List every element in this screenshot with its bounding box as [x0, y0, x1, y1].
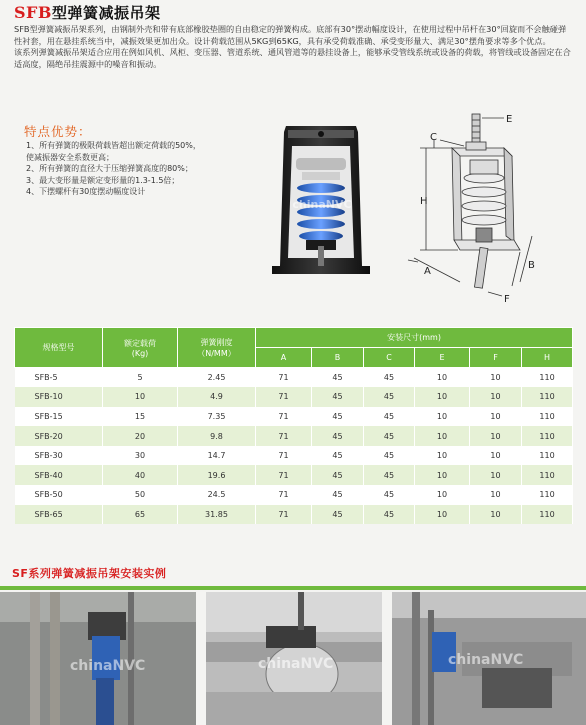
table-row — [15, 426, 573, 446]
header-dim: E — [415, 348, 470, 368]
value-cell: 71 — [256, 426, 312, 446]
features-list — [26, 140, 266, 198]
dim-label-b: B — [528, 260, 535, 271]
value-cell: 71 — [256, 446, 312, 466]
table-row — [15, 387, 573, 407]
value-cell: 10 — [470, 485, 522, 505]
value-cell: 45 — [364, 465, 415, 485]
header-install-size: 安装尺寸(mm) — [256, 328, 573, 348]
value-cell: 71 — [256, 505, 312, 525]
photo-watermark: chinaNVC — [292, 198, 352, 211]
table-row — [15, 485, 573, 505]
value-cell: 71 — [256, 465, 312, 485]
feature-item: 3、最大变形量是额定变形量的1.3-1.5倍； — [26, 175, 180, 185]
header-dim: F — [470, 348, 522, 368]
case-photo-3 — [392, 592, 586, 725]
value-cell: 45 — [364, 485, 415, 505]
value-cell: 45 — [364, 387, 415, 407]
dimension-diagram — [400, 112, 576, 306]
feature-item: 4、下摆螺杆有30度摆动幅度设计 — [26, 187, 146, 197]
case-watermark: chinaNVC — [448, 652, 524, 668]
value-cell: 45 — [364, 368, 415, 388]
header-model: 规格型号 — [15, 328, 103, 368]
intro-paragraph-2: 该系列弹簧减振吊架适合应用在例如风机、风柜、变压器、管道系统、通风管道等的悬挂设备上，能够承受管线系统或设备的荷载，将管线或设备固定在合适高度，隔绝吊挂震源中的噪音和振动。 — [14, 47, 571, 69]
value-cell: 31.85 — [178, 505, 256, 525]
value-cell: 110 — [522, 387, 573, 407]
header-dim: A — [256, 348, 312, 368]
value-cell: 15 — [103, 407, 178, 427]
value-cell: 45 — [312, 485, 364, 505]
page-title — [14, 2, 160, 23]
value-cell: 7.35 — [178, 407, 256, 427]
case-watermark: chinaNVC — [258, 656, 334, 672]
value-cell: 10 — [415, 465, 470, 485]
dim-label-c: C — [430, 132, 437, 143]
product-title: 型弹簧减振吊架 — [51, 4, 161, 22]
value-cell: 45 — [312, 465, 364, 485]
dim-label-f: F — [504, 294, 510, 305]
green-divider — [0, 586, 586, 590]
value-cell: 14.7 — [178, 446, 256, 466]
value-cell: 71 — [256, 407, 312, 427]
model-cell: SFB-20 — [15, 426, 103, 446]
value-cell: 40 — [103, 465, 178, 485]
model-cell: SFB-50 — [15, 485, 103, 505]
dim-label-h: H — [420, 196, 428, 207]
value-cell: 19.6 — [178, 465, 256, 485]
feature-item: 使减振器安全系数更高； — [26, 152, 114, 162]
value-cell: 50 — [103, 485, 178, 505]
value-cell: 4.9 — [178, 387, 256, 407]
case-photo-2 — [206, 592, 382, 725]
cases-title: SF系列弹簧减振吊架安装实例 — [12, 567, 167, 580]
value-cell: 10 — [470, 387, 522, 407]
value-cell: 110 — [522, 446, 573, 466]
value-cell: 24.5 — [178, 485, 256, 505]
value-cell: 71 — [256, 485, 312, 505]
dim-label-e: E — [506, 114, 513, 125]
value-cell: 110 — [522, 407, 573, 427]
model-cell: SFB-40 — [15, 465, 103, 485]
value-cell: 110 — [522, 485, 573, 505]
value-cell: 10 — [470, 465, 522, 485]
value-cell: 10 — [415, 446, 470, 466]
value-cell: 65 — [103, 505, 178, 525]
model-cell: SFB-30 — [15, 446, 103, 466]
header-dim: B — [312, 348, 364, 368]
value-cell: 45 — [312, 446, 364, 466]
spec-table — [14, 327, 573, 524]
value-cell: 10 — [470, 407, 522, 427]
value-cell: 45 — [312, 387, 364, 407]
header-load-label: 额定载荷 — [124, 338, 156, 348]
value-cell: 71 — [256, 368, 312, 388]
value-cell: 45 — [364, 505, 415, 525]
feature-item: 1、所有弹簧的极限荷载皆超出额定荷载的50%， — [26, 141, 201, 150]
table-row — [15, 407, 573, 427]
value-cell: 110 — [522, 465, 573, 485]
model-cell: SFB-65 — [15, 505, 103, 525]
header-stiffness — [178, 328, 256, 368]
header-stiffness-unit: （N/MM） — [197, 348, 236, 358]
header-dim: H — [522, 348, 573, 368]
value-cell: 9.8 — [178, 426, 256, 446]
header-dim: C — [364, 348, 415, 368]
header-stiffness-label: 弹簧刚度 — [200, 337, 233, 347]
value-cell: 10 — [415, 505, 470, 525]
value-cell: 10 — [470, 505, 522, 525]
value-cell: 10 — [415, 387, 470, 407]
spec-table-body — [15, 368, 573, 525]
value-cell: 20 — [103, 426, 178, 446]
value-cell: 10 — [470, 426, 522, 446]
feature-item: 2、所有弹簧的直径大于压缩弹簧高度的80%； — [26, 164, 193, 174]
value-cell: 45 — [364, 426, 415, 446]
dim-label-a: A — [424, 266, 431, 277]
value-cell: 30 — [103, 446, 178, 466]
table-row — [15, 368, 573, 388]
table-row — [15, 446, 573, 466]
model-cell: SFB-15 — [15, 407, 103, 427]
value-cell: 10 — [415, 407, 470, 427]
value-cell: 45 — [312, 505, 364, 525]
intro-text — [14, 24, 574, 70]
value-cell: 45 — [312, 426, 364, 446]
value-cell: 10 — [415, 368, 470, 388]
value-cell: 45 — [312, 407, 364, 427]
value-cell: 5 — [103, 368, 178, 388]
case-watermark: chinaNVC — [70, 658, 146, 674]
intro-paragraph-1: SFB型弹簧减振吊架系列，由钢制外壳和带有底部橡胶垫圈的自由稳定的弹簧构成。底部有30°摆动幅度设计，在使用过程中吊杆在30°回旋而不会触碰弹性衬套，用在悬挂系统当中，减振效果更加出众。设计荷载范围从5KG到65KG，具有承受荷载准确、承受变形量大、满足30°摆角要求等多个优点。 — [14, 24, 567, 46]
value-cell: 10 — [415, 485, 470, 505]
value-cell: 10 — [415, 426, 470, 446]
value-cell: 110 — [522, 426, 573, 446]
model-cell: SFB-5 — [15, 368, 103, 388]
features-title: 特点优势： — [24, 124, 92, 139]
header-load — [103, 328, 178, 368]
value-cell: 110 — [522, 505, 573, 525]
value-cell: 71 — [256, 387, 312, 407]
value-cell: 45 — [364, 446, 415, 466]
value-cell: 10 — [470, 446, 522, 466]
value-cell: 10 — [470, 368, 522, 388]
table-row — [15, 505, 573, 525]
value-cell: 110 — [522, 368, 573, 388]
value-cell: 45 — [364, 407, 415, 427]
value-cell: 45 — [312, 368, 364, 388]
product-photo — [266, 126, 376, 274]
value-cell: 2.45 — [178, 368, 256, 388]
table-row — [15, 465, 573, 485]
case-photo-1 — [0, 592, 196, 725]
value-cell: 10 — [103, 387, 178, 407]
product-code: SFB — [14, 3, 52, 22]
model-cell: SFB-10 — [15, 387, 103, 407]
header-load-unit: (Kg) — [131, 348, 149, 358]
